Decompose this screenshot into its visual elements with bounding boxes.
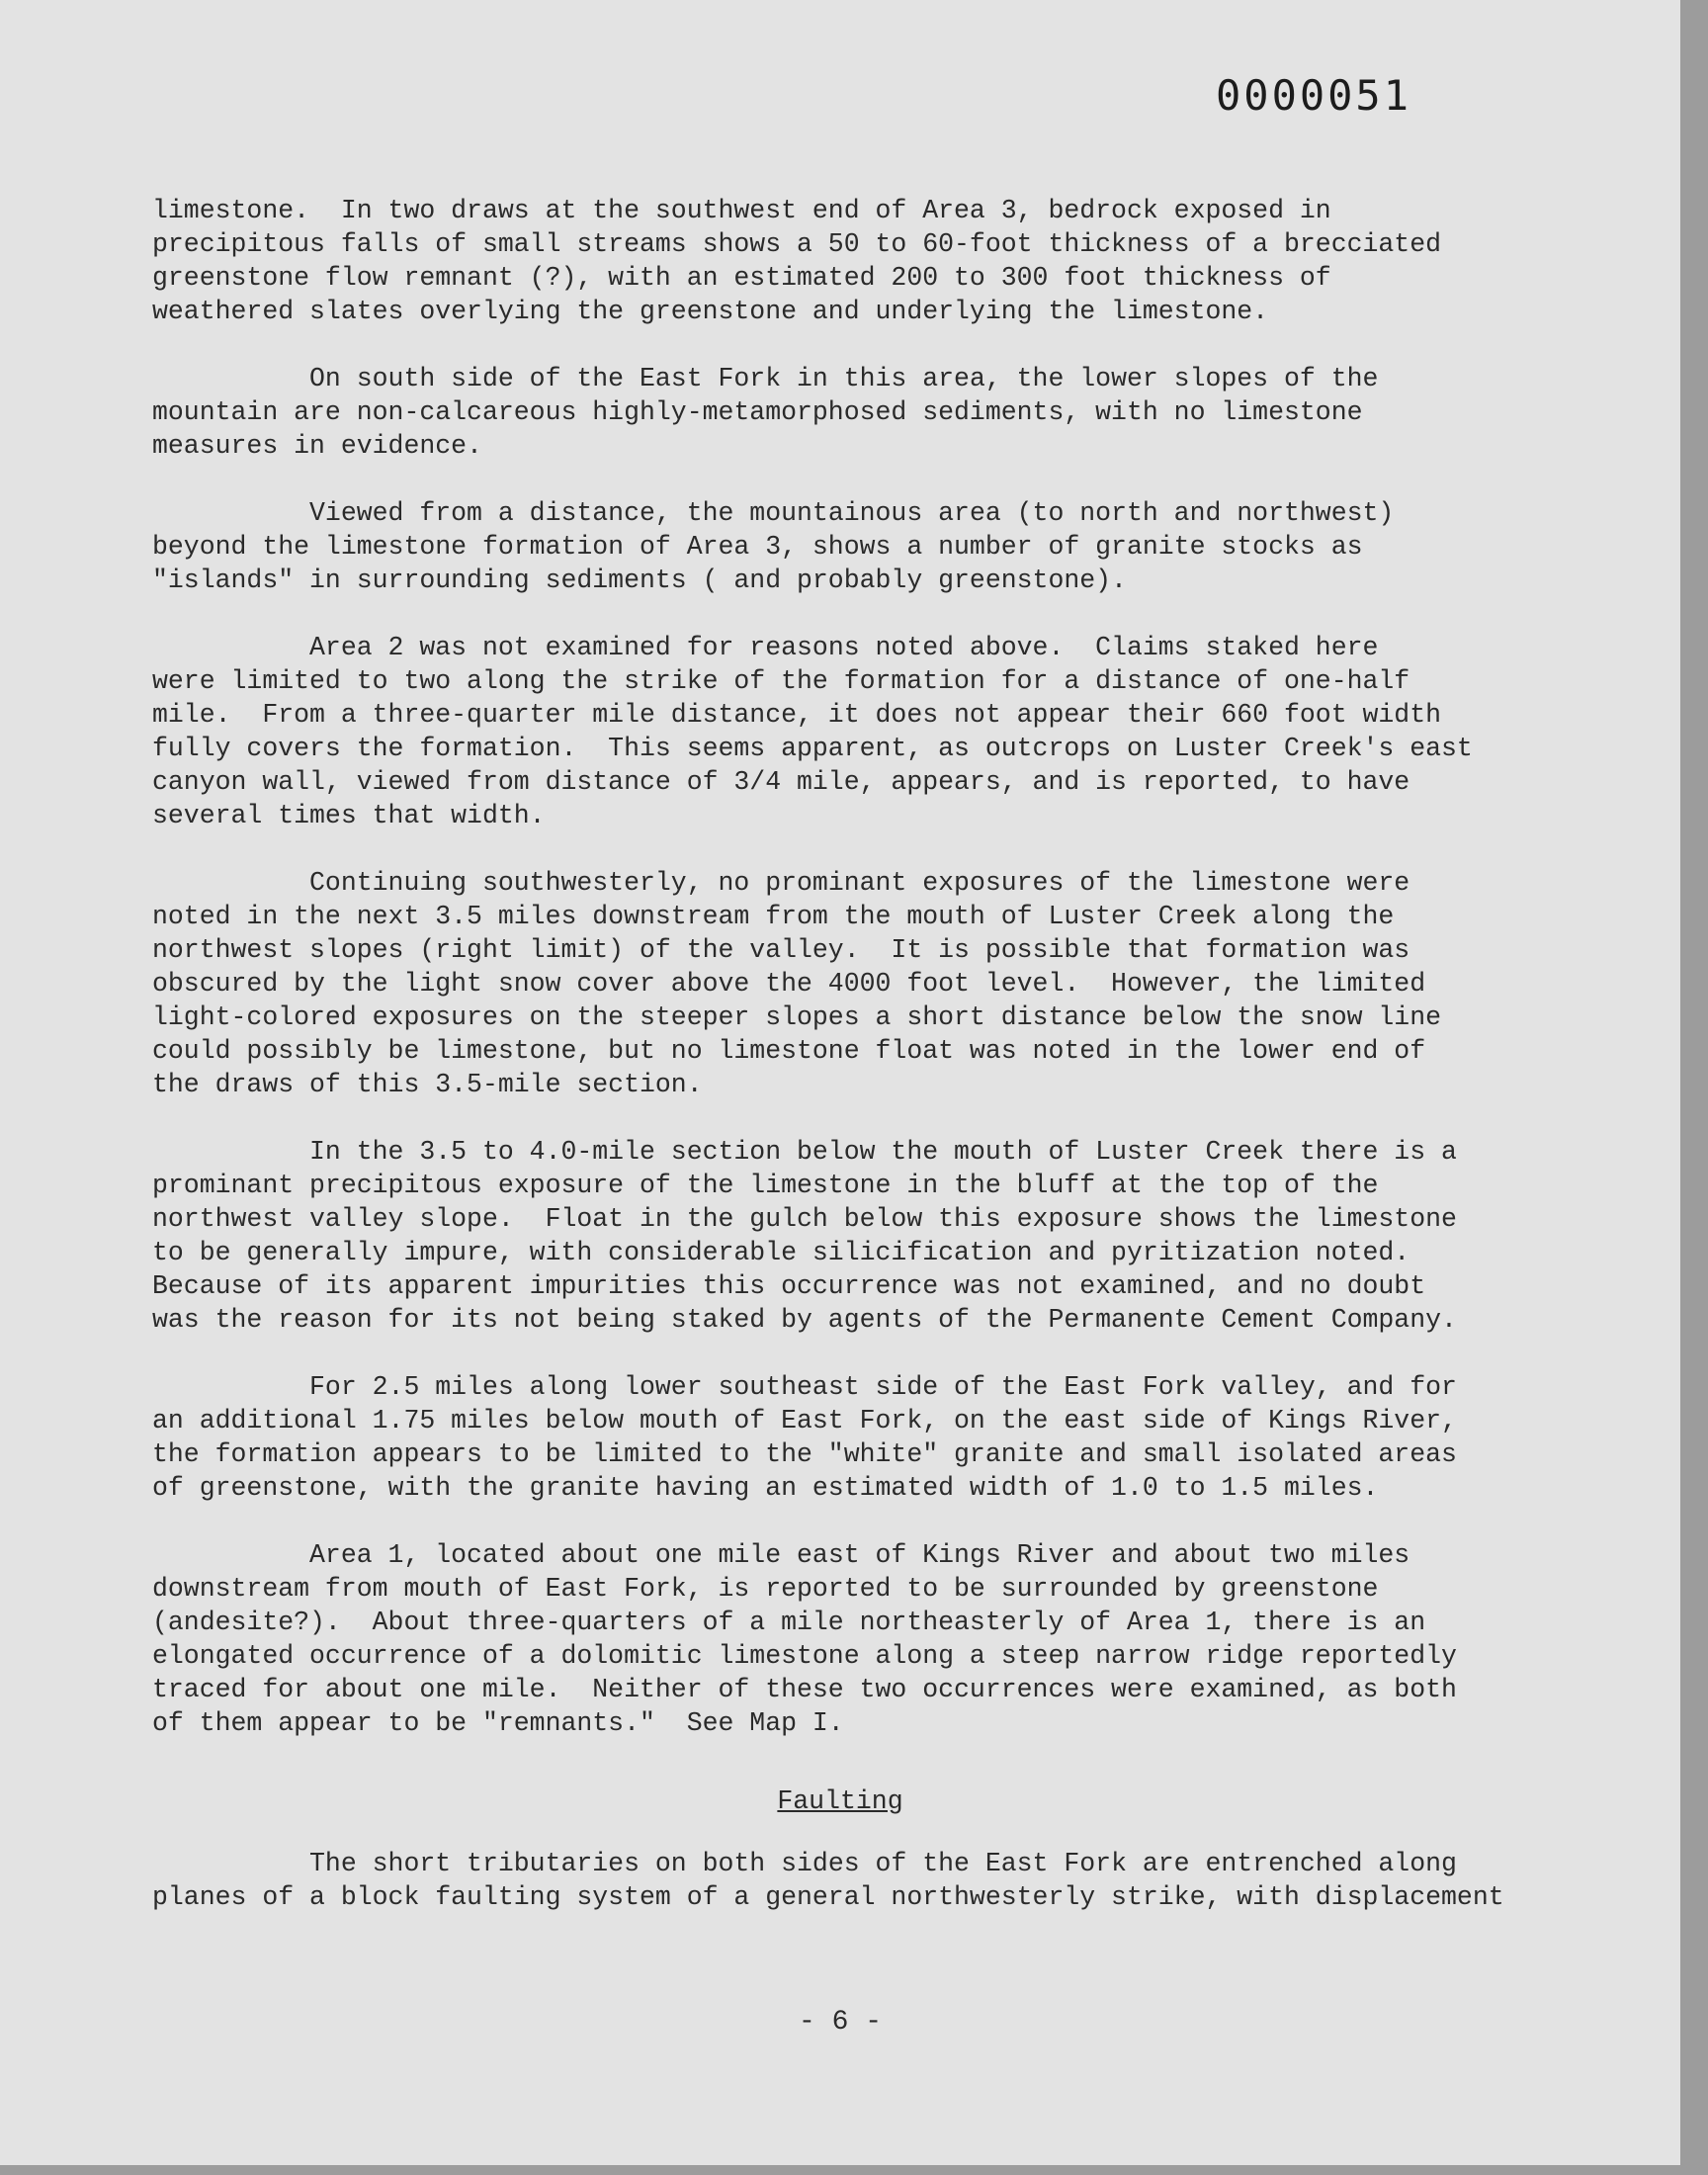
- paragraph: limestone. In two draws at the southwest end of Area 3, bedrock exposed in precipitous falls of small streams shows a 50 to 60-foot thickness of a brecciated greenstone flow remnant (?), with an estimated 200 to 300 foot thickness of weathered slates overlying the greenstone and underlying the limestone.: [152, 196, 1442, 326]
- page-number: - 6 -: [798, 2007, 882, 2038]
- section-heading: Faulting: [777, 1786, 903, 1816]
- paragraph: For 2.5 miles along lower southeast side of the East Fork valley, and for an additional 1.75 miles below mouth of East Fork, on the east side of Kings River, the formation appears to be limited to the "white" granite and small isolated areas of greenstone, with the granite having an estimated width of 1.0 to 1.5 miles.: [152, 1372, 1457, 1503]
- paragraph: On south side of the East Fork in this area, the lower slopes of the mountain are non-calcareous highly-metamorphosed sediments, with no limestone measures in evidence.: [152, 364, 1379, 461]
- paragraph: In the 3.5 to 4.0-mile section below the mouth of Luster Creek there is a prominant precipitous exposure of the limestone in the bluff at the top of the northwest valley slope. Float in the gulch below this exposure shows the limestone to be generally impure, with considerable silicification and pyritization noted. Because of its apparent impurities this occurrence was not examined, and no doubt was the reason for its not being staked by agents of the Permanente Cement Company.: [152, 1137, 1457, 1335]
- paragraph: Continuing southwesterly, no prominant exposures of the limestone were noted in the next 3.5 miles downstream from the mouth of Luster Creek along the northwest slopes (right limit) of the valley. It is possible that formation was obscured by the light snow cover above the 4000 foot level. However, the limited light-colored exposures on the steeper slopes a short distance below the snow line could possibly be limestone, but no limestone float was noted in the lower end of the draws of this 3.5-mile section.: [152, 868, 1442, 1099]
- paragraph: The short tributaries on both sides of the East Fork are entrenched along planes of a block faulting system of a general northwesterly strike, with displacement: [152, 1849, 1504, 1912]
- document-number-stamp: 0000051: [1216, 71, 1412, 120]
- paragraph: Area 1, located about one mile east of Kings River and about two miles downstream from mouth of East Fork, is reported to be surrounded by greenstone (andesite?). About three-quarters of a mile northeasterly of Area 1, there is an elongated occurrence of a dolomitic limestone along a steep narrow ridge reportedly traced for about one mile. Neither of these two occurrences were examined, as both of them appear to be "remnants." See Map I.: [152, 1540, 1457, 1738]
- paragraph: Area 2 was not examined for reasons noted above. Claims staked here were limited to two along the strike of the formation for a distance of one-half mile. From a three-quarter mile distance, it does not appear their 660 foot width fully covers the formation. This seems apparent, as outcrops on Luster Creek's east canyon wall, viewed from distance of 3/4 mile, appears, and is reported, to have several times that width.: [152, 633, 1473, 830]
- body-text: [152, 194, 1605, 1774]
- paragraph: Viewed from a distance, the mountainous area (to north and northwest) beyond the limestone formation of Area 3, shows a number of granite stocks as "islands" in surrounding sediments ( and probably greenstone).: [152, 498, 1395, 595]
